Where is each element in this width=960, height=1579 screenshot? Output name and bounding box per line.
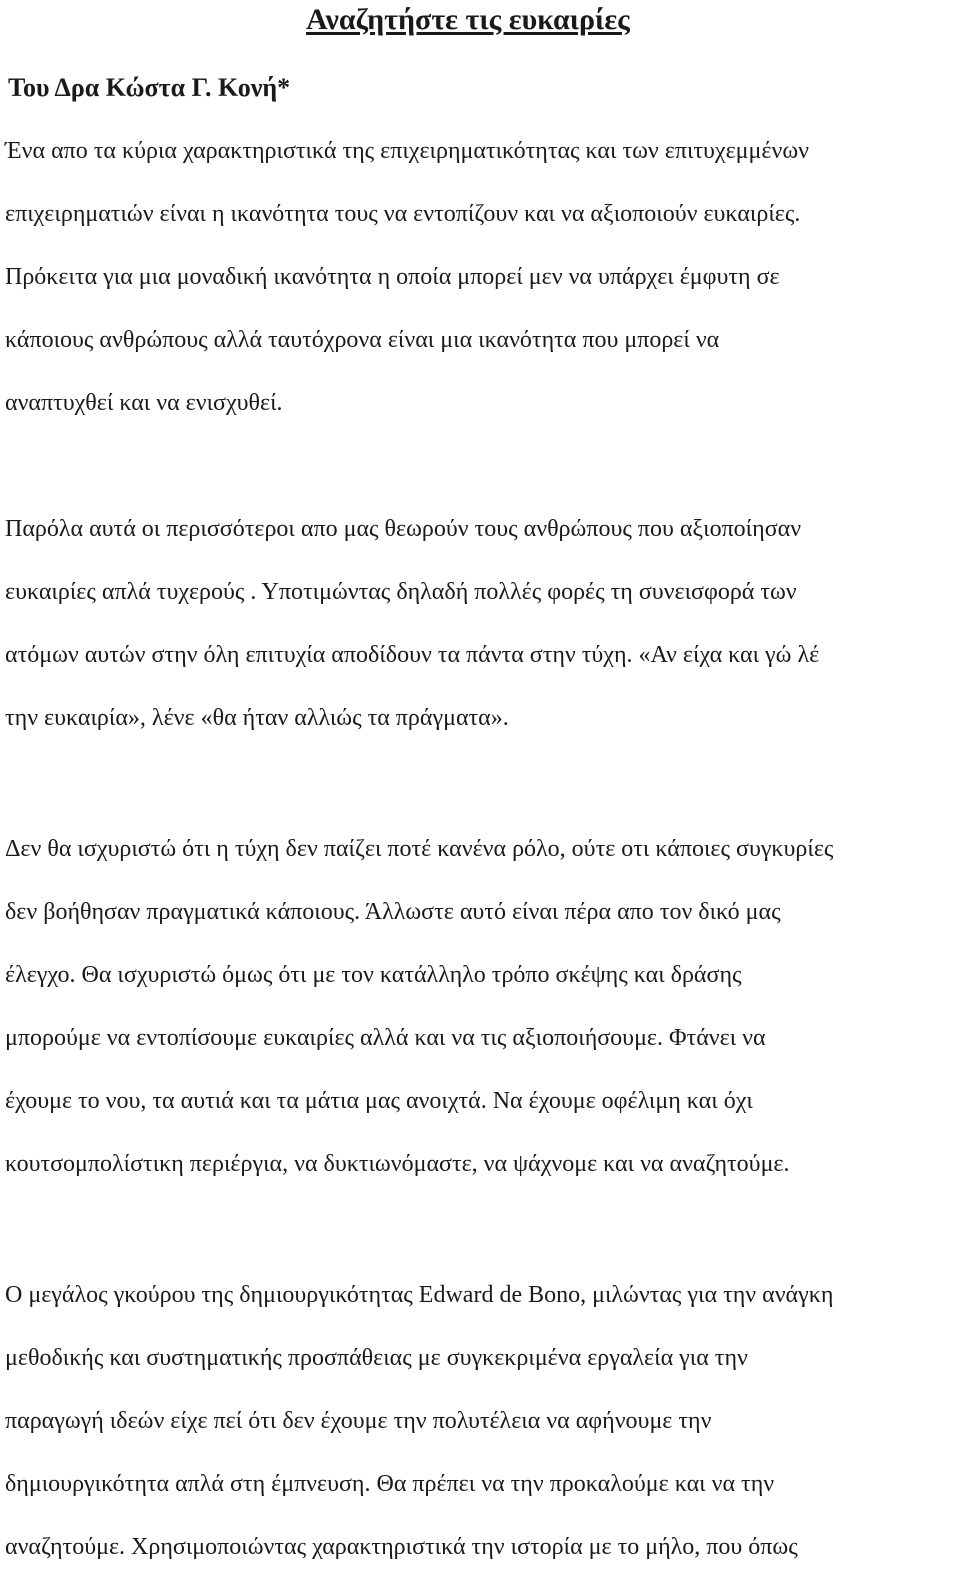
text-line: ευκαιρίες απλά τυχερούς . Υποτιμώντας δηλαδή πολλές φορές τη συνεισφορά των bbox=[5, 579, 797, 605]
text-line: αναπτυχθεί και να ενισχυθεί. bbox=[5, 390, 283, 416]
text-line: δεν βοήθησαν πραγματικά κάποιους. Άλλωστε αυτό είναι πέρα απο τον δικό μας bbox=[5, 899, 781, 925]
paragraph-4 bbox=[5, 1264, 833, 1579]
text-line: Ένα απο τα κύρια χαρακτηριστικά της επιχειρηματικότητας και των επιτυχεμμένων bbox=[5, 138, 809, 164]
text-line: αναζητούμε. Χρησιμοποιώντας χαρακτηριστικά την ιστορία με το μήλο, που όπως bbox=[5, 1534, 798, 1560]
text-line: έχουμε το νου, τα αυτιά και τα μάτια μας ανοιχτά. Να έχουμε οφέλιμη και όχι bbox=[5, 1088, 753, 1114]
text-line: Πρόκειτα για μια μοναδική ικανότητα η οποία μπορεί μεν να υπάρχει έμφυτη σε bbox=[5, 264, 780, 290]
text-line: παραγωγή ιδεών είχε πεί ότι δεν έχουμε την πολυτέλεια να αφήνουμε την bbox=[5, 1408, 712, 1434]
text-line: Παρόλα αυτά οι περισσότεροι απο μας θεωρούν τους ανθρώπους που αξιοποίησαν bbox=[5, 516, 802, 542]
paragraph-3 bbox=[5, 818, 833, 1196]
text-line: Δεν θα ισχυριστώ ότι η τύχη δεν παίζει ποτέ κανένα ρόλο, ούτε οτι κάποιες συγκυρίες bbox=[5, 836, 834, 862]
text-line: μεθοδικής και συστηματικής προσπάθειας με συγκεκριμένα εργαλεία για την bbox=[5, 1345, 748, 1371]
text-line: επιχειρηματιών είναι η ικανότητα τους να εντοπίζουν και να αξιοποιούν ευκαιρίες. bbox=[5, 201, 801, 227]
author-byline: Του Δρα Κώστα Γ. Κονή* bbox=[8, 73, 291, 102]
paragraph-2 bbox=[5, 498, 819, 750]
text-line: δημιουργικότητα απλά στη έμπνευση. Θα πρέπει να την προκαλούμε και να την bbox=[5, 1471, 775, 1497]
text-line: κάποιους ανθρώπους αλλά ταυτόχρονα είναι μια ικανότητα που μπορεί να bbox=[5, 327, 720, 353]
text-line: μπορούμε να εντοπίσουμε ευκαιρίες αλλά και να τις αξιοποιήσουμε. Φτάνει να bbox=[5, 1025, 766, 1051]
text-line: Ο μεγάλος γκούρου της δημιουργικότητας Edward de Bono, μιλώντας για την ανάγκη bbox=[5, 1282, 834, 1308]
document-title: Αναζητήστε τις ευκαιρίες bbox=[306, 3, 630, 36]
text-line: κουτσομπολίστικη περιέργια, να δυκτιωνόμαστε, να ψάχνομε και να αναζητούμε. bbox=[5, 1151, 790, 1177]
text-line: την ευκαιρία», λένε «θα ήταν αλλιώς τα πράγματα». bbox=[5, 705, 509, 731]
paragraph-1 bbox=[5, 120, 809, 435]
text-line: έλεγχο. Θα ισχυριστώ όμως ότι με τον κατάλληλο τρόπο σκέψης και δράσης bbox=[5, 962, 742, 988]
text-line: ατόμων αυτών στην όλη επιτυχία αποδίδουν τα πάντα στην τύχη. «Αν είχα και γώ λέ bbox=[5, 642, 820, 668]
